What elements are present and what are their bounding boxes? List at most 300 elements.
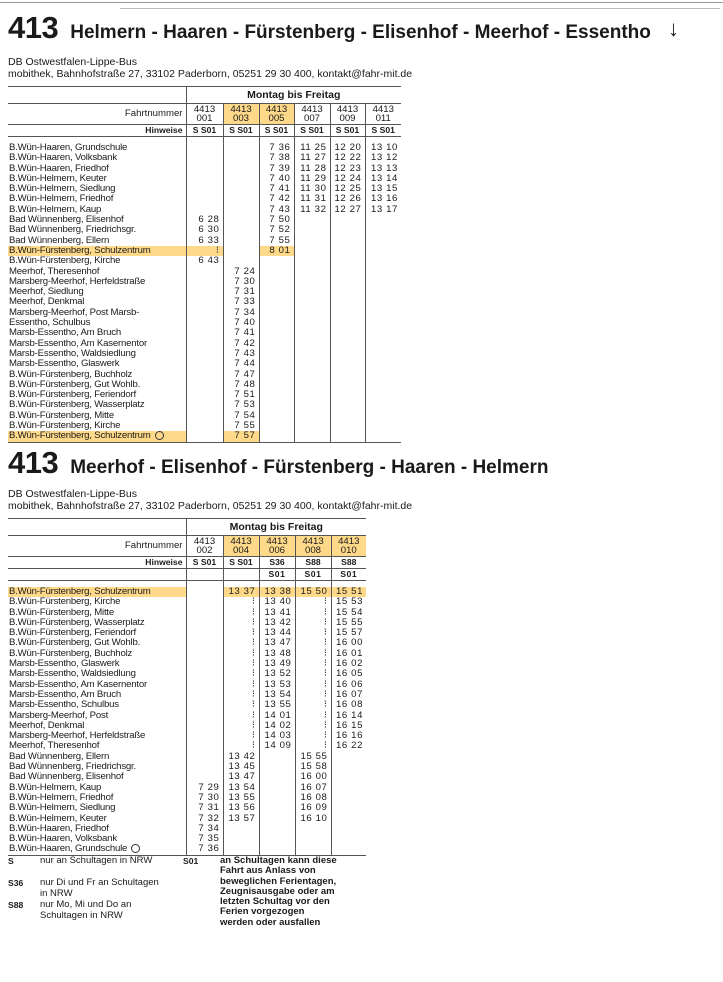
operator-contact: mobithek, Bahnhofstraße 27, 33102 Paderborn, 05251 29 30 400, kontakt@fahr-mit.de bbox=[8, 500, 413, 512]
hinweise-label: Hinweise bbox=[8, 557, 186, 569]
departure-time: 7 47 bbox=[223, 370, 259, 380]
departure-time: ⁝ bbox=[223, 700, 259, 710]
departure-time bbox=[186, 680, 223, 690]
trip-run: 010 bbox=[340, 545, 357, 556]
departure-time: 6 33 bbox=[186, 236, 223, 246]
stop-label: Marsb-Essentho, Am Kasernentor bbox=[9, 679, 147, 690]
departure-time bbox=[186, 649, 223, 659]
departure-time bbox=[365, 431, 401, 442]
table-row bbox=[8, 793, 366, 803]
trip-run: 001 bbox=[196, 113, 213, 124]
departure-time bbox=[294, 431, 330, 442]
table-row bbox=[8, 587, 366, 597]
stop-name bbox=[8, 411, 186, 421]
trip-line: 4413 bbox=[230, 103, 252, 115]
departure-time: ⁝ bbox=[223, 628, 259, 638]
departure-time: ⁝ bbox=[223, 669, 259, 679]
departure-time bbox=[223, 225, 259, 235]
departure-time: 12 25 bbox=[330, 184, 365, 194]
table-row bbox=[8, 328, 401, 338]
departure-time bbox=[186, 287, 223, 297]
departure-time bbox=[331, 772, 366, 782]
departure-time bbox=[186, 587, 223, 597]
trip-note-secondary: S01 bbox=[331, 569, 366, 581]
departure-time bbox=[259, 783, 295, 793]
table-row bbox=[8, 597, 366, 607]
stop-label: Bad Wünnenberg, Elisenhof bbox=[9, 772, 124, 783]
departure-time bbox=[365, 411, 401, 421]
stop-label: B.Wün-Fürstenberg, Kirche bbox=[9, 597, 121, 608]
departure-time: 16 15 bbox=[331, 721, 366, 731]
trip-note: S S01 bbox=[330, 125, 365, 137]
departure-time bbox=[186, 339, 223, 349]
departure-time bbox=[330, 400, 365, 410]
table-row bbox=[8, 649, 366, 659]
operator-info-return bbox=[8, 488, 412, 512]
stop-label: B.Wün-Fürstenberg, Schulzentrum bbox=[9, 587, 151, 597]
table-row bbox=[8, 297, 401, 307]
trip-run: 006 bbox=[268, 545, 285, 556]
departure-time: 15 57 bbox=[331, 628, 366, 638]
departure-time bbox=[294, 297, 330, 307]
departure-time bbox=[294, 421, 330, 431]
stop-name bbox=[8, 215, 186, 225]
departure-time bbox=[223, 824, 259, 834]
departure-time: 7 40 bbox=[223, 318, 259, 328]
departure-time: 12 23 bbox=[330, 164, 365, 174]
departure-time bbox=[294, 411, 330, 421]
departure-time bbox=[294, 277, 330, 287]
departure-time bbox=[294, 246, 330, 256]
table-row bbox=[8, 803, 366, 813]
departure-time: 7 33 bbox=[223, 297, 259, 307]
stop-name bbox=[8, 205, 186, 215]
table-row bbox=[8, 721, 366, 731]
departure-time bbox=[294, 370, 330, 380]
table-row bbox=[8, 431, 401, 442]
stop-name bbox=[8, 328, 186, 338]
departure-time: 13 49 bbox=[259, 659, 295, 669]
stop-name bbox=[8, 783, 186, 793]
departure-time: 14 01 bbox=[259, 711, 295, 721]
stop-name bbox=[8, 400, 186, 410]
departure-time: 7 40 bbox=[259, 174, 294, 184]
departure-time: 16 08 bbox=[331, 700, 366, 710]
departure-time: 13 44 bbox=[259, 628, 295, 638]
legend-code: S bbox=[8, 856, 14, 866]
departure-time: 7 36 bbox=[186, 844, 223, 855]
stop-label: B.Wün-Fürstenberg, Gut Wohlb. bbox=[9, 638, 141, 649]
departure-time: ⁝ bbox=[295, 680, 331, 690]
departure-time: 13 42 bbox=[223, 752, 259, 762]
departure-time bbox=[365, 267, 401, 277]
departure-time: 7 42 bbox=[259, 194, 294, 204]
stop-label: Meerhof, Denkmal bbox=[9, 720, 85, 731]
stop-name bbox=[8, 380, 186, 390]
departure-time: 13 47 bbox=[259, 638, 295, 648]
departure-time bbox=[259, 277, 294, 287]
service-days: Montag bis Freitag bbox=[186, 87, 401, 104]
departure-time: ⁝ bbox=[223, 608, 259, 618]
departure-time bbox=[186, 400, 223, 410]
trip-line: 4413 bbox=[372, 103, 394, 115]
departure-time bbox=[365, 400, 401, 410]
stop-label: B.Wün-Haaren, Grundschule bbox=[9, 844, 128, 855]
days-spacer bbox=[8, 519, 186, 536]
departure-time: 7 44 bbox=[223, 359, 259, 369]
table-row bbox=[8, 318, 401, 328]
stop-name bbox=[8, 814, 186, 824]
stop-name bbox=[8, 277, 186, 287]
departure-time bbox=[330, 225, 365, 235]
departure-time bbox=[330, 277, 365, 287]
departure-time bbox=[186, 370, 223, 380]
stop-label: B.Wün-Fürstenberg, Schulzentrum bbox=[9, 245, 151, 256]
departure-time: 7 30 bbox=[223, 277, 259, 287]
stop-label: Marsb-Essentho, Am Bruch bbox=[9, 328, 121, 339]
departure-time bbox=[331, 824, 366, 834]
departure-time bbox=[259, 390, 294, 400]
departure-time bbox=[331, 834, 366, 844]
departure-time bbox=[259, 287, 294, 297]
stop-label: Meerhof, Denkmal bbox=[9, 297, 85, 308]
departure-time bbox=[186, 164, 223, 174]
departure-time: 13 40 bbox=[259, 597, 295, 607]
departure-time: 16 05 bbox=[331, 669, 366, 679]
table-row bbox=[8, 752, 366, 762]
stop-name bbox=[8, 752, 186, 762]
table-row bbox=[8, 246, 401, 256]
departure-time: 11 31 bbox=[294, 194, 330, 204]
table-row bbox=[8, 741, 366, 751]
departure-time bbox=[259, 431, 294, 442]
table-row bbox=[8, 772, 366, 782]
departure-time bbox=[186, 194, 223, 204]
departure-time: 16 09 bbox=[295, 803, 331, 813]
trip-number bbox=[259, 104, 294, 125]
trip-number bbox=[331, 536, 366, 557]
route-name: Helmern - Haaren - Fürstenberg - Elisenhof - Meerhof - Essentho bbox=[70, 22, 651, 43]
departure-time: 7 43 bbox=[223, 349, 259, 359]
departure-time bbox=[186, 184, 223, 194]
departure-time: ⁝ bbox=[295, 731, 331, 741]
departure-time: 7 39 bbox=[259, 164, 294, 174]
departure-time bbox=[223, 184, 259, 194]
departure-time: ⁝ bbox=[223, 721, 259, 731]
departure-time: 13 12 bbox=[365, 153, 401, 163]
departure-time: 15 54 bbox=[331, 608, 366, 618]
trip-number bbox=[294, 104, 330, 125]
table-row bbox=[8, 400, 401, 410]
departure-time bbox=[294, 359, 330, 369]
stop-name bbox=[8, 700, 186, 710]
departure-time bbox=[330, 308, 365, 318]
service-days: Montag bis Freitag bbox=[186, 519, 366, 536]
departure-time bbox=[259, 824, 295, 834]
departure-time bbox=[186, 690, 223, 700]
legend-text: nur an Schultagen in NRW bbox=[40, 855, 153, 866]
stop-label: Bad Wünnenberg, Ellern bbox=[9, 235, 110, 246]
stop-name bbox=[8, 287, 186, 297]
departure-time: 16 16 bbox=[331, 731, 366, 741]
departure-time bbox=[223, 236, 259, 246]
departure-time bbox=[365, 328, 401, 338]
departure-time bbox=[365, 308, 401, 318]
trip-number bbox=[186, 536, 223, 557]
table-row bbox=[8, 834, 366, 844]
departure-time: 8 01 bbox=[259, 246, 294, 256]
departure-time bbox=[365, 256, 401, 266]
trip-note-secondary: S01 bbox=[295, 569, 331, 581]
departure-time: 15 53 bbox=[331, 597, 366, 607]
departure-time bbox=[259, 793, 295, 803]
departure-time: ⁝ bbox=[223, 680, 259, 690]
departure-time bbox=[365, 215, 401, 225]
departure-time bbox=[331, 783, 366, 793]
trip-run: 003 bbox=[232, 113, 249, 124]
departure-time bbox=[331, 762, 366, 772]
trip-line: 4413 bbox=[193, 103, 216, 115]
stop-label: B.Wün-Fürstenberg, Mitte bbox=[9, 607, 115, 618]
departure-time: ⁝ bbox=[223, 731, 259, 741]
table-row bbox=[8, 174, 401, 184]
departure-time: 13 52 bbox=[259, 669, 295, 679]
departure-time: 13 10 bbox=[365, 143, 401, 153]
stop-label: Marsberg-Meerhof, Herfeldstraße bbox=[9, 276, 146, 287]
stop-name bbox=[8, 236, 186, 246]
departure-time: 7 30 bbox=[186, 793, 223, 803]
trip-line: 4413 bbox=[336, 103, 359, 115]
departure-time bbox=[186, 297, 223, 307]
departure-time bbox=[186, 174, 223, 184]
trip-note-secondary bbox=[186, 569, 223, 581]
departure-time bbox=[186, 741, 223, 751]
stop-name bbox=[8, 421, 186, 431]
departure-time bbox=[330, 431, 365, 442]
departure-time: 7 54 bbox=[223, 411, 259, 421]
departure-time: 13 17 bbox=[365, 205, 401, 215]
table-row bbox=[8, 618, 366, 628]
departure-time: 6 43 bbox=[186, 256, 223, 266]
table-row bbox=[8, 824, 366, 834]
departure-time: 11 32 bbox=[294, 205, 330, 215]
stop-name bbox=[8, 164, 186, 174]
departure-time bbox=[294, 400, 330, 410]
departure-time: ⁝ bbox=[186, 246, 223, 256]
trip-run: 008 bbox=[304, 545, 321, 556]
departure-time bbox=[259, 814, 295, 824]
departure-time: 16 07 bbox=[295, 783, 331, 793]
departure-time: 13 37 bbox=[223, 587, 259, 597]
departure-time: ⁝ bbox=[295, 700, 331, 710]
stop-name bbox=[8, 308, 186, 318]
stop-label: B.Wün-Helmern, Kaup bbox=[9, 204, 102, 215]
table-row bbox=[8, 308, 401, 318]
departure-time bbox=[223, 194, 259, 204]
stop-label: B.Wün-Haaren, Friedhof bbox=[9, 163, 109, 174]
table-row bbox=[8, 215, 401, 225]
departure-time: ⁝ bbox=[223, 659, 259, 669]
departure-time bbox=[186, 380, 223, 390]
stop-label: B.Wün-Helmern, Siedlung bbox=[9, 803, 116, 814]
table-row bbox=[8, 153, 401, 163]
trip-note: S S01 bbox=[365, 125, 401, 137]
table-row bbox=[8, 690, 366, 700]
stop-name bbox=[8, 772, 186, 782]
stop-name bbox=[8, 267, 186, 277]
trip-number bbox=[365, 104, 401, 125]
departure-time bbox=[330, 256, 365, 266]
departure-time: 16 10 bbox=[295, 814, 331, 824]
table-row bbox=[8, 700, 366, 710]
departure-time bbox=[295, 844, 331, 855]
departure-time: 7 36 bbox=[259, 143, 294, 153]
departure-time: 13 55 bbox=[259, 700, 295, 710]
table-row bbox=[8, 783, 366, 793]
trip-note: S S01 bbox=[186, 557, 223, 569]
departure-time bbox=[330, 297, 365, 307]
departure-time bbox=[330, 287, 365, 297]
stop-label: B.Wün-Haaren, Friedhof bbox=[9, 823, 109, 834]
stop-name bbox=[8, 143, 186, 153]
stop-label: Bad Wünnenberg, Friedrichsgr. bbox=[9, 225, 136, 236]
page-top-rule-secondary bbox=[120, 8, 720, 9]
departure-time: 16 06 bbox=[331, 680, 366, 690]
departure-time: 13 56 bbox=[223, 803, 259, 813]
departure-time bbox=[365, 236, 401, 246]
departure-time: 13 42 bbox=[259, 618, 295, 628]
stop-name bbox=[8, 246, 186, 256]
departure-time bbox=[294, 287, 330, 297]
stop-label: B.Wün-Haaren, Volksbank bbox=[9, 153, 117, 164]
departure-time: 16 07 bbox=[331, 690, 366, 700]
table-row bbox=[8, 277, 401, 287]
departure-time: 7 52 bbox=[259, 225, 294, 235]
departure-time bbox=[259, 400, 294, 410]
stop-label: Marsb-Essentho, Glaswerk bbox=[9, 659, 120, 670]
departure-time: 7 50 bbox=[259, 215, 294, 225]
stop-name bbox=[8, 628, 186, 638]
trip-note-secondary: S01 bbox=[259, 569, 295, 581]
stop-label: B.Wün-Fürstenberg, Wasserplatz bbox=[9, 400, 145, 411]
trip-line: 4413 bbox=[302, 535, 324, 547]
departure-time bbox=[259, 359, 294, 369]
route-number: 413 bbox=[8, 445, 59, 480]
stop-name bbox=[8, 618, 186, 628]
departure-time bbox=[365, 297, 401, 307]
stop-label: B.Wün-Haaren, Grundschule bbox=[9, 143, 128, 153]
departure-time: 12 22 bbox=[330, 153, 365, 163]
table-row bbox=[8, 628, 366, 638]
trip-note-secondary bbox=[223, 569, 259, 581]
stop-label: B.Wün-Fürstenberg, Schulzentrum bbox=[9, 431, 151, 442]
departure-time bbox=[259, 349, 294, 359]
departure-time bbox=[365, 421, 401, 431]
stop-name bbox=[8, 587, 186, 597]
departure-time: 6 30 bbox=[186, 225, 223, 235]
departure-time bbox=[186, 390, 223, 400]
departure-time: 16 22 bbox=[331, 741, 366, 751]
stop-label: Marsb-Essentho, Waldsiedlung bbox=[9, 669, 136, 680]
departure-time: 15 55 bbox=[295, 752, 331, 762]
table-row bbox=[8, 380, 401, 390]
departure-time bbox=[186, 597, 223, 607]
stop-label: Meerhof, Siedlung bbox=[9, 287, 84, 298]
departure-time: 13 55 bbox=[223, 793, 259, 803]
stop-name bbox=[8, 762, 186, 772]
departure-time bbox=[295, 824, 331, 834]
route-number: 413 bbox=[8, 10, 59, 45]
stop-label: B.Wün-Fürstenberg, Feriendorf bbox=[9, 628, 136, 639]
trip-line: 4413 bbox=[301, 103, 323, 115]
stop-name bbox=[8, 174, 186, 184]
departure-time bbox=[186, 205, 223, 215]
departure-time: 16 00 bbox=[331, 638, 366, 648]
table-row bbox=[8, 669, 366, 679]
table-row bbox=[8, 236, 401, 246]
departure-time bbox=[365, 287, 401, 297]
stop-label: Marsb-Essentho, Waldsiedlung bbox=[9, 348, 136, 359]
departure-time: 15 51 bbox=[331, 587, 366, 597]
departure-time bbox=[365, 225, 401, 235]
departure-time: 7 41 bbox=[223, 328, 259, 338]
departure-time bbox=[330, 390, 365, 400]
departure-time bbox=[294, 267, 330, 277]
departure-time: ⁝ bbox=[223, 690, 259, 700]
departure-time bbox=[259, 803, 295, 813]
departure-time: ⁝ bbox=[295, 628, 331, 638]
departure-time: 7 55 bbox=[223, 421, 259, 431]
direction-arrow-icon: ↓ bbox=[668, 16, 679, 41]
trip-number bbox=[330, 104, 365, 125]
table-row bbox=[8, 421, 401, 431]
trip-run: 007 bbox=[303, 113, 320, 124]
departure-time: 7 31 bbox=[186, 803, 223, 813]
hinweise-spacer bbox=[8, 569, 186, 581]
departure-time: 11 30 bbox=[294, 184, 330, 194]
timetable-outbound bbox=[8, 86, 401, 443]
stop-label: Bad Wünnenberg, Elisenhof bbox=[9, 215, 124, 226]
departure-time bbox=[294, 390, 330, 400]
departure-time: 7 29 bbox=[186, 783, 223, 793]
departure-time: 13 13 bbox=[365, 164, 401, 174]
trip-note: S S01 bbox=[259, 125, 294, 137]
trip-note: S S01 bbox=[186, 125, 223, 137]
trip-line: 4413 bbox=[338, 535, 360, 547]
table-row bbox=[8, 287, 401, 297]
departure-time bbox=[365, 318, 401, 328]
departure-time: 13 38 bbox=[259, 587, 295, 597]
table-row bbox=[8, 659, 366, 669]
departure-time bbox=[223, 834, 259, 844]
stop-label: Marsb-Essentho, Schulbus bbox=[9, 700, 119, 711]
stop-name bbox=[8, 370, 186, 380]
departure-time: 14 02 bbox=[259, 721, 295, 731]
stop-label: B.Wün-Fürstenberg, Gut Wohlb. bbox=[9, 379, 141, 390]
table-row bbox=[8, 184, 401, 194]
stop-label: B.Wün-Haaren, Volksbank bbox=[9, 834, 117, 845]
departure-time: 7 57 bbox=[223, 431, 259, 442]
departure-time: 15 50 bbox=[295, 587, 331, 597]
stop-name bbox=[8, 256, 186, 266]
departure-time: 7 32 bbox=[186, 814, 223, 824]
departure-time: 12 27 bbox=[330, 205, 365, 215]
table-row bbox=[8, 638, 366, 648]
trip-number bbox=[259, 536, 295, 557]
departure-time bbox=[259, 844, 295, 855]
departure-time bbox=[365, 349, 401, 359]
departure-time bbox=[259, 421, 294, 431]
